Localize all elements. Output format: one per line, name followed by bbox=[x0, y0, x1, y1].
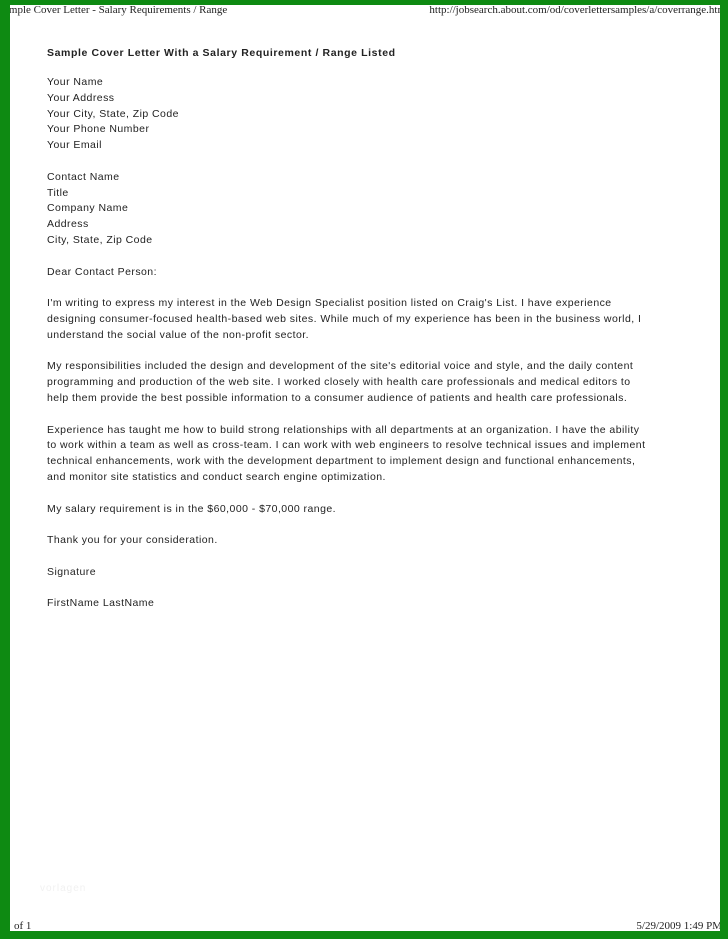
recipient-line: Title bbox=[47, 186, 69, 199]
signature: Signature bbox=[47, 565, 96, 578]
recipient-address bbox=[47, 170, 687, 249]
sender-line: Your Address bbox=[47, 91, 115, 104]
paragraph-line: My responsibilities included the design and development of the site's editorial voice and style, and the daily content bbox=[47, 360, 634, 373]
letter-title: Sample Cover Letter With a Salary Requirement / Range Listed bbox=[47, 47, 396, 59]
print-timestamp: 5/29/2009 1:49 PM bbox=[636, 920, 722, 932]
page-count: of 1 bbox=[14, 920, 32, 932]
recipient-line: Address bbox=[47, 218, 89, 231]
sender-address bbox=[47, 75, 687, 154]
paragraph-line: programming and production of the web site. I worked closely with health care professionals and medical editors to bbox=[47, 376, 631, 389]
paragraph-line: technical enhancements, work with the development department to implement design and functional enhancements, bbox=[47, 455, 636, 468]
paragraph-line: understand the social value of the non-profit sector. bbox=[47, 328, 309, 341]
print-footer bbox=[0, 920, 728, 934]
sender-line: Your Name bbox=[47, 76, 104, 88]
salutation-block bbox=[47, 265, 687, 281]
recipient-line: Company Name bbox=[47, 202, 129, 215]
salary-requirement: My salary requirement is in the $60,000 - $70,000 range. bbox=[47, 502, 337, 515]
print-header bbox=[0, 4, 728, 18]
sender-line: Your Email bbox=[47, 139, 102, 152]
paragraph-line: and monitor site statistics and conduct search engine optimization. bbox=[47, 470, 386, 483]
page-title-header: ample Cover Letter - Salary Requirements / Range bbox=[4, 4, 228, 16]
paragraph-line: designing consumer-focused health-based web sites. While much of my experience has been in the business world, I bbox=[47, 312, 642, 325]
watermark: vorlagen bbox=[40, 883, 87, 894]
recipient-line: City, State, Zip Code bbox=[47, 233, 153, 246]
salutation: Dear Contact Person: bbox=[47, 265, 157, 278]
signature-block bbox=[47, 565, 687, 581]
name-block bbox=[47, 596, 687, 612]
paragraph-line: to work within a team as well as cross-team. I can work with web engineers to resolve technical issues and implement bbox=[47, 439, 646, 452]
salary-block bbox=[47, 502, 687, 518]
closing-thanks: Thank you for your consideration. bbox=[47, 534, 218, 547]
thanks-block bbox=[47, 533, 687, 549]
paragraph-2 bbox=[47, 359, 687, 406]
recipient-line: Contact Name bbox=[47, 170, 120, 183]
paragraph-line: help them provide the best possible information to a consumer audience of patients and health care professionals. bbox=[47, 391, 628, 404]
paragraph-line: Experience has taught me how to build strong relationships with all departments at an organization. I have the ability bbox=[47, 423, 640, 436]
sender-line: Your Phone Number bbox=[47, 123, 150, 136]
paragraph-line: I'm writing to express my interest in the Web Design Specialist position listed on Craig's List. I have experience bbox=[47, 297, 612, 310]
paragraph-1 bbox=[47, 296, 687, 343]
sender-line: Your City, State, Zip Code bbox=[47, 107, 179, 120]
paragraph-3 bbox=[47, 423, 687, 486]
letter-body bbox=[47, 47, 687, 628]
page-url-header: http://jobsearch.about.com/od/coverlettersamples/a/coverrange.htm bbox=[429, 4, 726, 16]
signer-name: FirstName LastName bbox=[47, 597, 155, 610]
